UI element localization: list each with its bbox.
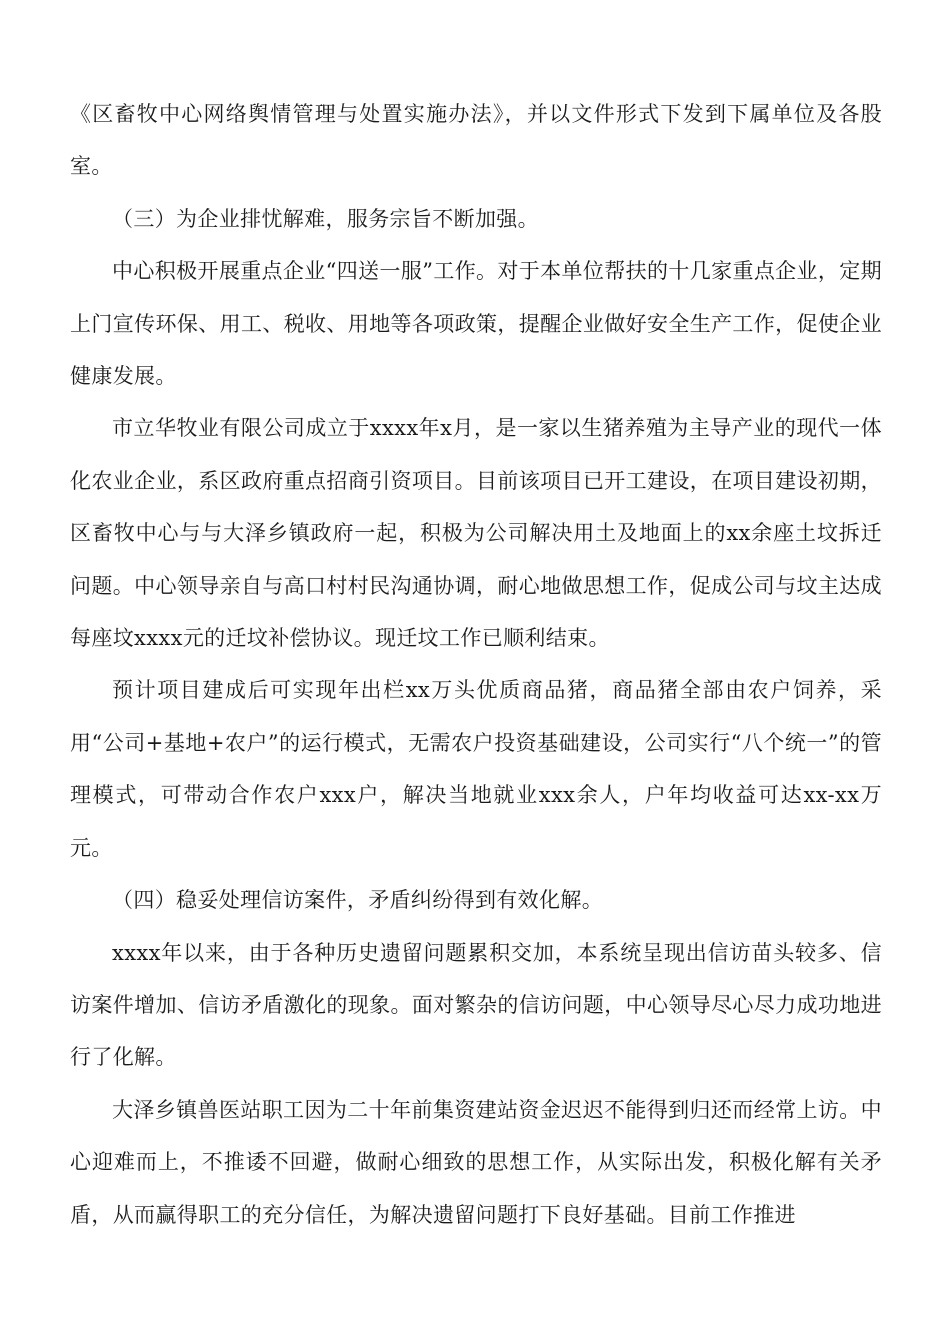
paragraph: 中心积极开展重点企业“四送一服”工作。对于本单位帮扶的十几家重点企业，定期上门宣传环保、用工、税收、用地等各项政策，提醒企业做好安全生产工作，促使企业健康发展。 [70,259,882,389]
section-heading-4: （四）稳妥处理信访案件，矛盾纠纷得到有效化解。 [112,888,604,913]
paragraph: 预计项目建成后可实现年出栏xx万头优质商品猪，商品猪全部由农户饲养，采用“公司+基地+农户”的运行模式，无需农户投资基础建设，公司实行“八个统一”的管理模式，可带动合作农户xxx户，解决当地就业xxx余人，户年均收益可达xx-xx万元。 [70,678,882,860]
section-heading-3: （三）为企业排忧解难，服务宗旨不断加强。 [112,206,539,231]
document-body [70,88,882,1241]
paragraph: 市立华牧业有限公司成立于xxxx年x月，是一家以生猪养殖为主导产业的现代一体化农业企业，系区政府重点招商引资项目。目前该项目已开工建设，在项目建设初期，区畜牧中心与与大泽乡镇政府一起，积极为公司解决用土及地面上的xx余座土坟拆迁问题。中心领导亲自与高口村村民沟通协调，耐心地做思想工作，促成公司与坟主达成每座坟xxxx元的迁坟补偿协议。现迁坟工作已顺利结束。 [70,416,882,651]
paragraph: xxxx年以来，由于各种历史遗留问题累积交加，本系统呈现出信访苗头较多、信访案件增加、信访矛盾激化的现象。面对繁杂的信访问题，中心领导尽心尽力成功地进行了化解。 [70,940,882,1070]
paragraph: 大泽乡镇兽医站职工因为二十年前集资建站资金迟迟不能得到归还而经常上访。中心迎难而上，不推诿不回避，做耐心细致的思想工作，从实际出发，积极化解有关矛盾，从而赢得职工的充分信任，为解决遗留问题打下良好基础。目前工作推进 [70,1097,882,1227]
paragraph-continuation: 《区畜牧中心网络舆情管理与处置实施办法》，并以文件形式下发到下属单位及各股室。 [70,102,882,179]
